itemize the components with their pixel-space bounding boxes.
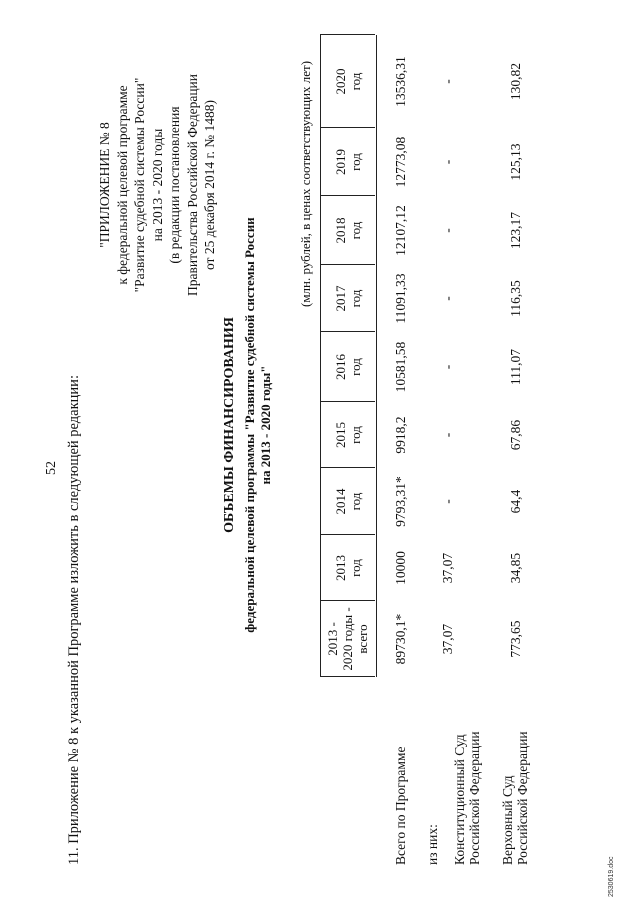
column-header: 2014 год (332, 488, 363, 515)
table-cell: 12107,12 (393, 205, 408, 256)
table-cell: - (440, 159, 455, 165)
table-cell: 67,86 (508, 419, 523, 451)
table-cell: 10000 (393, 551, 408, 585)
table-cell: 13536,31 (393, 56, 408, 107)
table-cell: 116,35 (508, 280, 523, 317)
column-header: 2016 год (332, 354, 363, 380)
table-cell: 130,82 (508, 62, 523, 101)
table-cell: 37,07 (440, 623, 455, 655)
table-cell: - (440, 79, 455, 84)
appendix-line: "Развитие судебной системы России" (132, 77, 147, 293)
row-label: Конституционный Суд Российской Федерации (452, 731, 482, 865)
appendix-line: на 2013 - 2020 годы (149, 128, 165, 242)
column-header: 2013 - 2020 годы - всего (325, 607, 370, 671)
table-cell: - (440, 499, 455, 504)
table-cell: - (440, 432, 455, 438)
table-cell: - (440, 228, 455, 233)
page-number: 52 (44, 461, 59, 475)
table-cell: 11091,33 (393, 273, 408, 324)
table-cell: 89730,1* (393, 613, 408, 665)
appendix-line: к федеральной целевой программе (114, 85, 130, 285)
table-cell: 9918,2 (393, 416, 408, 454)
table-cell: 773,65 (508, 620, 523, 658)
column-header: 2015 год (332, 422, 363, 448)
appendix-line: (в редакции постановления (167, 106, 182, 264)
table-cell: 125,13 (508, 143, 523, 181)
table-cell: 123,17 (508, 211, 523, 250)
document-subtitle: на 2013 - 2020 годы" (258, 365, 273, 485)
appendix-line: от 25 декабря 2014 г. № 1488) (202, 99, 217, 271)
table-cell: 10581,58 (393, 341, 408, 393)
table-cell: - (440, 296, 455, 301)
appendix-header (96, 20, 219, 350)
row-label: Верховный Суд Российской Федерации (500, 731, 530, 865)
table-cell: 9793,31* (393, 476, 408, 527)
appendix-line: "ПРИЛОЖЕНИЕ № 8 (97, 122, 112, 248)
table-cell: 37,07 (440, 552, 455, 584)
table-cell: 12773,08 (393, 136, 408, 188)
table-cell: - (440, 364, 455, 370)
row-label: из них: (425, 824, 440, 865)
document-code: 2530619.doc (608, 856, 615, 897)
column-header: 2013 год (332, 555, 363, 581)
row-label: Всего по Программе (393, 746, 408, 865)
units-note: (млн. рублей, в ценах соответствующих лет) (298, 60, 313, 307)
table-cell: 111,07 (508, 348, 523, 386)
column-header: 2019 год (332, 149, 363, 175)
table-cell: 34,85 (508, 552, 523, 584)
column-header: 2018 год (332, 217, 363, 244)
document-subtitle: федеральной целевой программы "Развитие судебной системы России (242, 217, 257, 633)
column-header: 2020 год (332, 68, 363, 95)
document-title: ОБЪЕМЫ ФИНАНСИРОВАНИЯ (222, 317, 237, 533)
intro-text: 11. Приложение № 8 к указанной Программе изложить в следующей редакции: (66, 375, 82, 865)
table-cell: 64,4 (508, 489, 523, 514)
appendix-line: Правительства Российской Федерации (184, 74, 200, 296)
column-header: 2017 год (332, 285, 363, 312)
